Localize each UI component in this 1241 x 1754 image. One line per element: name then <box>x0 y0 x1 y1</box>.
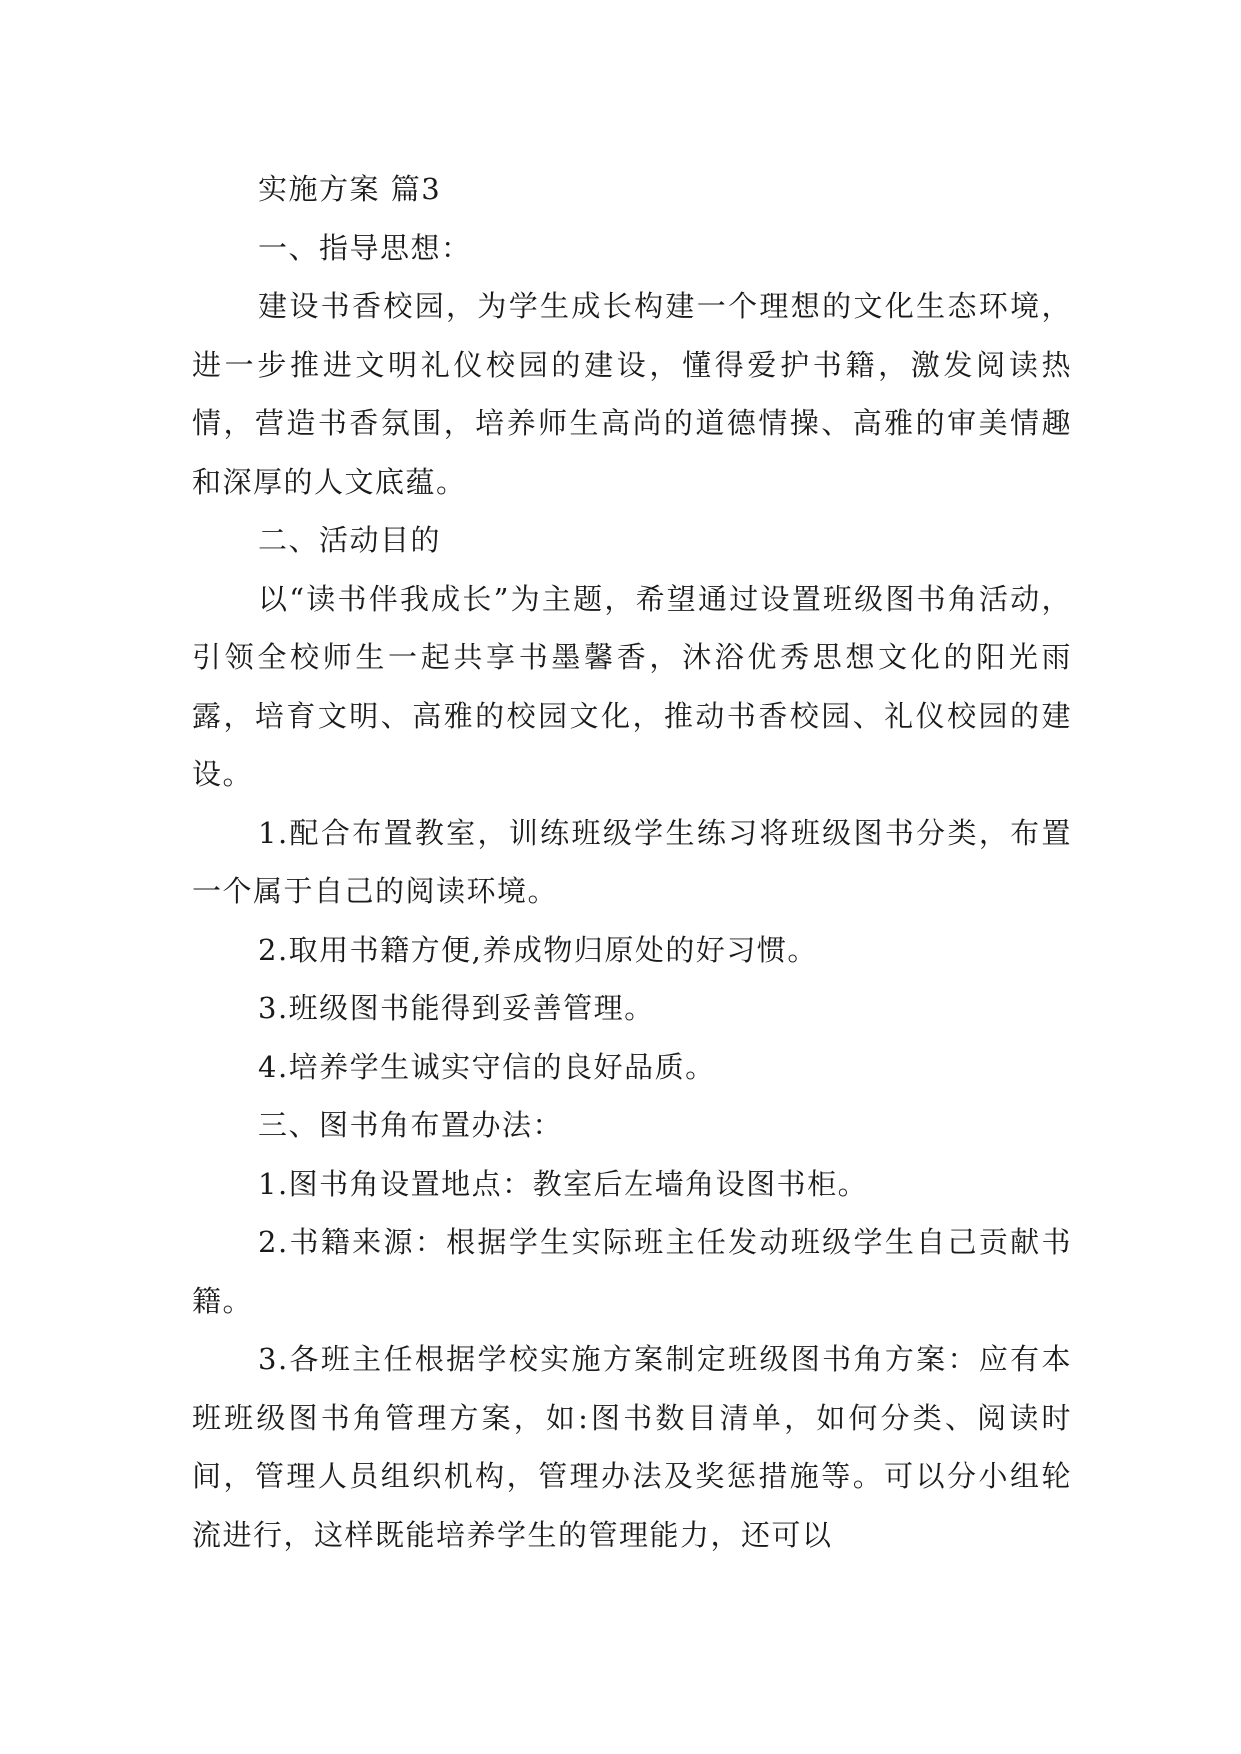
document-body <box>192 160 1072 1564</box>
section-heading-layout-method: 三、图书角布置办法： <box>258 1108 564 1142</box>
section-heading-guiding-thought: 一、指导思想： <box>258 230 472 265</box>
list-item-purpose-3: 3.班级图书能得到妥善管理。 <box>258 991 655 1025</box>
list-item-purpose-4: 4.培养学生诚实守信的良好品质。 <box>258 1049 716 1084</box>
list-item-method-3: 3.各班主任根据学校实施方案制定班级图书角方案：应有本班班级图书角管理方案，如:图书数目清单，如何分类、阅读时间，管理人员组织机构，管理办法及奖惩措施等。可以分小组轮流进行，这样既能培养学生的管理能力，还可以 <box>192 1342 1072 1552</box>
section-heading-activity-purpose: 二、活动目的 <box>258 523 442 557</box>
list-item-purpose-2: 2.取用书籍方便,养成物归原处的好习惯。 <box>258 932 818 967</box>
list-item-method-1: 1.图书角设置地点：教室后左墙角设图书柜。 <box>258 1166 869 1201</box>
paragraph-guiding-thought: 建设书香校园，为学生成长构建一个理想的文化生态环境，进一步推进文明礼仪校园的建设，懂得爱护书籍，激发阅读热情，营造书香氛围，培养师生高尚的道德情操、高雅的审美情趣和深厚的人文底蕴。 <box>192 289 1072 499</box>
list-item-method-2: 2.书籍来源：根据学生实际班主任发动班级学生自己贡献书籍。 <box>192 1225 1072 1318</box>
list-item-purpose-1: 1.配合布置教室，训练班级学生练习将班级图书分类，布置一个属于自己的阅读环境。 <box>192 815 1072 908</box>
paragraph-activity-purpose: 以“读书伴我成长”为主题，希望通过设置班级图书角活动，引领全校师生一起共享书墨馨香，沐浴优秀思想文化的阳光雨露，培育文明、高雅的校园文化，推动书香校园、礼仪校园的建设。 <box>192 581 1072 791</box>
document-title: 实施方案 篇3 <box>258 172 442 206</box>
